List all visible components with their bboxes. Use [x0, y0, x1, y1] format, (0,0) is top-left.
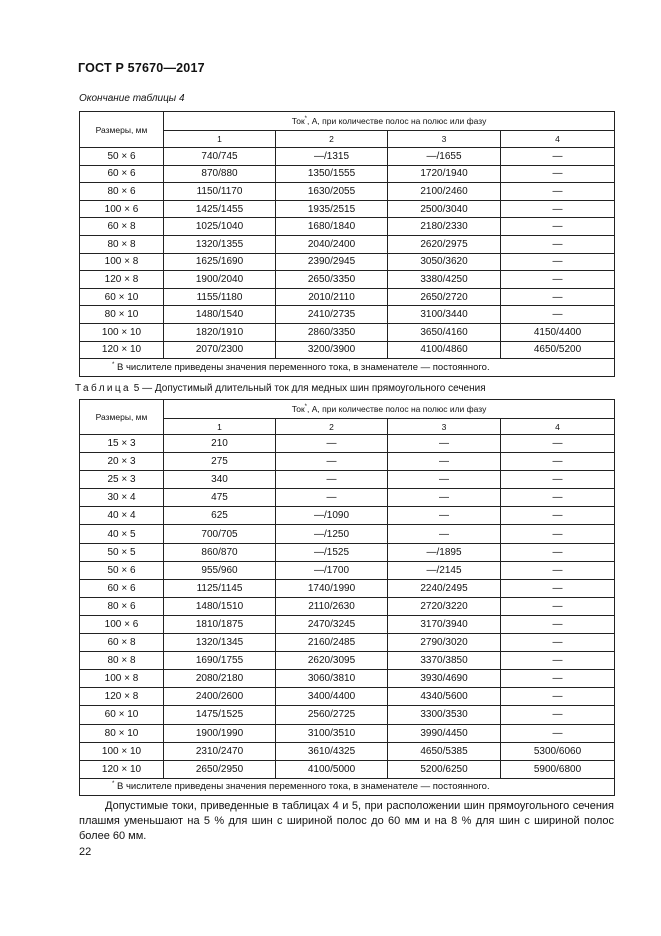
- current-value-cell: 2080/2180: [164, 670, 276, 688]
- current-value-cell: 2620/2975: [388, 235, 501, 253]
- table5-col-number: 2: [276, 419, 388, 435]
- current-value-cell: 2470/3245: [276, 615, 388, 633]
- current-value-cell: —: [501, 579, 615, 597]
- current-value-cell: 5200/6250: [388, 760, 501, 778]
- current-value-cell: —/1525: [276, 543, 388, 561]
- current-value-cell: 2160/2485: [276, 634, 388, 652]
- table-row: [80, 615, 615, 633]
- table-row: [80, 652, 615, 670]
- table4-col-number: 1: [164, 131, 276, 148]
- row-size-cell: 80 × 10: [80, 306, 164, 324]
- table5-caption: [75, 383, 486, 394]
- row-size-cell: 15 × 3: [80, 435, 164, 453]
- row-size-cell: 50 × 6: [80, 561, 164, 579]
- current-value-cell: 740/745: [164, 148, 276, 166]
- row-size-cell: 60 × 10: [80, 288, 164, 306]
- current-value-cell: —: [501, 525, 615, 543]
- current-value-cell: 3610/4325: [276, 742, 388, 760]
- current-value-cell: —: [501, 561, 615, 579]
- table5-footnote: [80, 778, 615, 795]
- current-value-cell: —: [501, 652, 615, 670]
- current-value-cell: —: [501, 271, 615, 289]
- current-value-cell: 1720/1940: [388, 165, 501, 183]
- table-row: [80, 724, 615, 742]
- row-size-cell: 80 × 8: [80, 652, 164, 670]
- table4-footnote-text: В числителе приведены значения переменного тока, в знаменателе — постоянного.: [116, 362, 490, 374]
- current-value-cell: 1900/1990: [164, 724, 276, 742]
- table-row: [80, 471, 615, 489]
- row-size-cell: 100 × 8: [80, 670, 164, 688]
- current-value-cell: 870/880: [164, 165, 276, 183]
- row-size-cell: 120 × 10: [80, 341, 164, 359]
- current-value-cell: 3650/4160: [388, 323, 501, 341]
- table-row: [80, 306, 615, 324]
- row-size-cell: 60 × 10: [80, 706, 164, 724]
- page-number: 22: [79, 846, 92, 858]
- table-row: [80, 253, 615, 271]
- current-value-cell: —: [501, 288, 615, 306]
- current-value-cell: 2650/2720: [388, 288, 501, 306]
- current-value-cell: 3200/3900: [276, 341, 388, 359]
- current-value-cell: 3990/4450: [388, 724, 501, 742]
- note-text: Допустимые токи, приведенные в таблицах 4 и 5, при расположении шин прямоугольного сечения плашмя уменьшают на 5 % для шин с шириной полос до 60 мм и на 8 % для шин с шириной полос более 60 мм.: [79, 800, 614, 842]
- document-header: ГОСТ Р 57670—2017: [78, 61, 205, 75]
- table-row: [80, 200, 615, 218]
- current-value-cell: —: [501, 306, 615, 324]
- current-value-cell: —/2145: [388, 561, 501, 579]
- current-value-cell: 3370/3850: [388, 652, 501, 670]
- row-size-cell: 100 × 10: [80, 742, 164, 760]
- current-value-cell: 4150/4400: [501, 323, 615, 341]
- current-value-cell: 2070/2300: [164, 341, 276, 359]
- current-value-cell: 3930/4690: [388, 670, 501, 688]
- current-value-cell: 2100/2460: [388, 183, 501, 201]
- current-value-cell: 2010/2110: [276, 288, 388, 306]
- current-value-cell: 860/870: [164, 543, 276, 561]
- table4-header-current-label: Ток: [291, 116, 305, 126]
- table-row: [80, 148, 615, 166]
- table5-caption-text: — Допустимый длительный ток для медных шин прямоугольного сечения: [139, 383, 486, 394]
- current-value-cell: 2390/2945: [276, 253, 388, 271]
- current-value-cell: —: [501, 218, 615, 236]
- table-row: [80, 183, 615, 201]
- table-row: [80, 760, 615, 778]
- current-value-cell: 5300/6060: [501, 742, 615, 760]
- current-value-cell: 2720/3220: [388, 597, 501, 615]
- current-value-cell: 2240/2495: [388, 579, 501, 597]
- table-row: [80, 561, 615, 579]
- table-row: [80, 489, 615, 507]
- current-value-cell: 4650/5200: [501, 341, 615, 359]
- current-value-cell: 1900/2040: [164, 271, 276, 289]
- table-row: [80, 507, 615, 525]
- table5-header-current: [164, 400, 615, 419]
- current-value-cell: 3100/3440: [388, 306, 501, 324]
- current-value-cell: —: [276, 471, 388, 489]
- current-value-cell: 1680/1840: [276, 218, 388, 236]
- table-row: [80, 435, 615, 453]
- table5-caption-number: 5: [133, 383, 140, 394]
- current-value-cell: 1810/1875: [164, 615, 276, 633]
- table4-caption: Окончание таблицы 4: [79, 93, 185, 104]
- row-size-cell: 25 × 3: [80, 471, 164, 489]
- row-size-cell: 120 × 8: [80, 688, 164, 706]
- row-size-cell: 60 × 6: [80, 165, 164, 183]
- current-value-cell: 2650/2950: [164, 760, 276, 778]
- table-row: [80, 323, 615, 341]
- current-value-cell: 955/960: [164, 561, 276, 579]
- current-value-cell: —: [501, 200, 615, 218]
- table5-caption-label: Таблица: [75, 383, 132, 394]
- table4-header-current: [164, 112, 615, 131]
- table-row: [80, 742, 615, 760]
- row-size-cell: 60 × 6: [80, 579, 164, 597]
- current-value-cell: —: [501, 543, 615, 561]
- current-value-cell: 1480/1540: [164, 306, 276, 324]
- current-value-cell: 4340/5600: [388, 688, 501, 706]
- current-value-cell: 1125/1145: [164, 579, 276, 597]
- current-value-cell: —: [501, 453, 615, 471]
- current-value-cell: —: [501, 597, 615, 615]
- row-size-cell: 40 × 5: [80, 525, 164, 543]
- row-size-cell: 120 × 10: [80, 760, 164, 778]
- current-value-cell: 1425/1455: [164, 200, 276, 218]
- current-value-cell: 2860/3350: [276, 323, 388, 341]
- current-value-cell: 2410/2735: [276, 306, 388, 324]
- current-value-cell: 3300/3530: [388, 706, 501, 724]
- current-value-cell: —: [276, 435, 388, 453]
- row-size-cell: 40 × 4: [80, 507, 164, 525]
- table4: [79, 111, 615, 377]
- note-paragraph: [79, 799, 614, 844]
- current-value-cell: 2650/3350: [276, 271, 388, 289]
- current-value-cell: —: [501, 634, 615, 652]
- current-value-cell: 3050/3620: [388, 253, 501, 271]
- current-value-cell: 4100/5000: [276, 760, 388, 778]
- table-row: [80, 543, 615, 561]
- current-value-cell: 2110/2630: [276, 597, 388, 615]
- current-value-cell: 210: [164, 435, 276, 453]
- current-value-cell: —: [501, 235, 615, 253]
- current-value-cell: 700/705: [164, 525, 276, 543]
- row-size-cell: 80 × 10: [80, 724, 164, 742]
- row-size-cell: 100 × 8: [80, 253, 164, 271]
- current-value-cell: 2040/2400: [276, 235, 388, 253]
- current-value-cell: —: [501, 507, 615, 525]
- current-value-cell: 2310/2470: [164, 742, 276, 760]
- current-value-cell: 2400/2600: [164, 688, 276, 706]
- table-row: [80, 706, 615, 724]
- current-value-cell: 1690/1755: [164, 652, 276, 670]
- current-value-cell: —: [501, 706, 615, 724]
- current-value-cell: —: [388, 489, 501, 507]
- table-row: [80, 341, 615, 359]
- table5-col-number: 1: [164, 419, 276, 435]
- current-value-cell: 1025/1040: [164, 218, 276, 236]
- table4-col-number: 4: [501, 131, 615, 148]
- current-value-cell: 1630/2055: [276, 183, 388, 201]
- current-value-cell: —: [388, 507, 501, 525]
- table5-footnote-mark: *: [112, 781, 115, 788]
- current-value-cell: 5900/6800: [501, 760, 615, 778]
- row-size-cell: 50 × 6: [80, 148, 164, 166]
- table4-body: [80, 148, 615, 359]
- row-size-cell: 80 × 8: [80, 235, 164, 253]
- current-value-cell: 3060/3810: [276, 670, 388, 688]
- current-value-cell: 1320/1355: [164, 235, 276, 253]
- table5-footnote-text: В числителе приведены значения переменного тока, в знаменателе — постоянного.: [116, 781, 490, 793]
- current-value-cell: —: [388, 453, 501, 471]
- current-value-cell: —: [388, 525, 501, 543]
- current-value-cell: 1740/1990: [276, 579, 388, 597]
- table-row: [80, 235, 615, 253]
- table-row: [80, 453, 615, 471]
- row-size-cell: 100 × 10: [80, 323, 164, 341]
- current-value-cell: —: [501, 253, 615, 271]
- table-row: [80, 288, 615, 306]
- current-value-cell: 1150/1170: [164, 183, 276, 201]
- current-value-cell: 3170/3940: [388, 615, 501, 633]
- table-row: [80, 271, 615, 289]
- current-value-cell: —: [501, 688, 615, 706]
- current-value-cell: 1935/2515: [276, 200, 388, 218]
- row-size-cell: 60 × 8: [80, 634, 164, 652]
- table4-header-footnote-mark: *: [304, 116, 308, 122]
- row-size-cell: 80 × 6: [80, 597, 164, 615]
- row-size-cell: 80 × 6: [80, 183, 164, 201]
- row-size-cell: 20 × 3: [80, 453, 164, 471]
- current-value-cell: 625: [164, 507, 276, 525]
- current-value-cell: 3100/3510: [276, 724, 388, 742]
- current-value-cell: —: [501, 435, 615, 453]
- table-row: [80, 525, 615, 543]
- current-value-cell: 1625/1690: [164, 253, 276, 271]
- table5-header-current-rest: , А, при количестве полос на полюс или фазу: [307, 404, 487, 414]
- current-value-cell: —: [501, 670, 615, 688]
- table-row: [80, 670, 615, 688]
- current-value-cell: 1475/1525: [164, 706, 276, 724]
- current-value-cell: 340: [164, 471, 276, 489]
- current-value-cell: —/1895: [388, 543, 501, 561]
- current-value-cell: —: [276, 489, 388, 507]
- current-value-cell: —: [388, 471, 501, 489]
- table5-header-footnote-mark: *: [304, 404, 308, 410]
- table4-header-current-rest: , А, при количестве полос на полюс или фазу: [307, 116, 487, 126]
- current-value-cell: 1820/1910: [164, 323, 276, 341]
- current-value-cell: —/1250: [276, 525, 388, 543]
- table5-body: [80, 435, 615, 779]
- table-row: [80, 634, 615, 652]
- current-value-cell: 2620/3095: [276, 652, 388, 670]
- table-row: [80, 597, 615, 615]
- row-size-cell: 30 × 4: [80, 489, 164, 507]
- table4-header-sizes: Размеры, мм: [80, 112, 164, 148]
- row-size-cell: 60 × 8: [80, 218, 164, 236]
- current-value-cell: —: [388, 435, 501, 453]
- current-value-cell: 1155/1180: [164, 288, 276, 306]
- current-value-cell: 2790/3020: [388, 634, 501, 652]
- current-value-cell: 1320/1345: [164, 634, 276, 652]
- current-value-cell: —: [276, 453, 388, 471]
- table-row: [80, 688, 615, 706]
- table-row: [80, 579, 615, 597]
- current-value-cell: 2180/2330: [388, 218, 501, 236]
- current-value-cell: 3400/4400: [276, 688, 388, 706]
- row-size-cell: 120 × 8: [80, 271, 164, 289]
- table5-header-current-label: Ток: [291, 404, 305, 414]
- table4-col-number: 3: [388, 131, 501, 148]
- current-value-cell: —/1090: [276, 507, 388, 525]
- current-value-cell: 4100/4860: [388, 341, 501, 359]
- current-value-cell: —: [501, 489, 615, 507]
- row-size-cell: 100 × 6: [80, 200, 164, 218]
- current-value-cell: —/1700: [276, 561, 388, 579]
- table5-header-sizes: Размеры, мм: [80, 400, 164, 435]
- table4-col-number: 2: [276, 131, 388, 148]
- current-value-cell: 275: [164, 453, 276, 471]
- current-value-cell: —: [501, 165, 615, 183]
- table5: [79, 399, 615, 796]
- table-row: [80, 218, 615, 236]
- current-value-cell: —/1655: [388, 148, 501, 166]
- row-size-cell: 100 × 6: [80, 615, 164, 633]
- table4-footnote-mark: *: [112, 362, 115, 369]
- row-size-cell: 50 × 5: [80, 543, 164, 561]
- current-value-cell: 2560/2725: [276, 706, 388, 724]
- current-value-cell: 4650/5385: [388, 742, 501, 760]
- table5-col-number: 4: [501, 419, 615, 435]
- table5-col-number: 3: [388, 419, 501, 435]
- current-value-cell: —: [501, 148, 615, 166]
- current-value-cell: 1480/1510: [164, 597, 276, 615]
- current-value-cell: 3380/4250: [388, 271, 501, 289]
- current-value-cell: 2500/3040: [388, 200, 501, 218]
- current-value-cell: —: [501, 615, 615, 633]
- table4-footnote: [80, 359, 615, 377]
- current-value-cell: —: [501, 183, 615, 201]
- table-row: [80, 165, 615, 183]
- current-value-cell: 475: [164, 489, 276, 507]
- current-value-cell: 1350/1555: [276, 165, 388, 183]
- current-value-cell: —/1315: [276, 148, 388, 166]
- current-value-cell: —: [501, 471, 615, 489]
- current-value-cell: —: [501, 724, 615, 742]
